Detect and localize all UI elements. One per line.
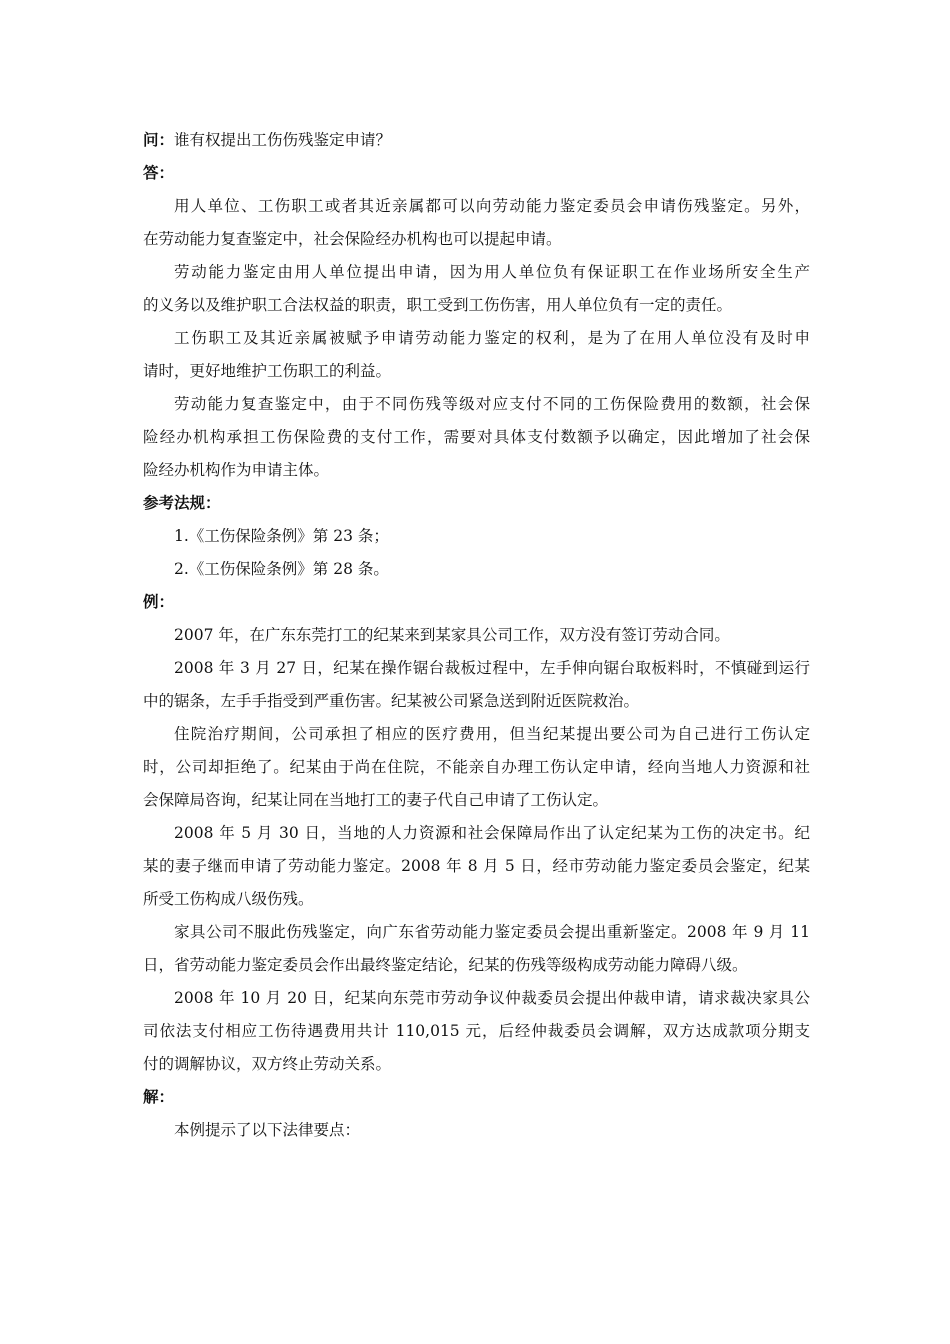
paragraph-line: 2008 年 5 月 30 日，当地的人力资源和社会保障局作出了认定纪某为工伤的决定书。纪	[174, 824, 810, 842]
paragraph-line: 本例提示了以下法律要点：	[174, 1121, 361, 1139]
paragraph-line: 住院治疗期间，公司承担了相应的医疗费用，但当纪某提出要公司为自己进行工伤认定	[174, 725, 810, 743]
paragraph-line: 工伤职工及其近亲属被赋予申请劳动能力鉴定的权利，是为了在用人单位没有及时申	[174, 329, 810, 347]
references-heading	[143, 487, 810, 520]
answer-label: 答：	[143, 164, 175, 182]
paragraph-line: 请时，更好地维护工伤职工的利益。	[143, 362, 392, 380]
question-text: 谁有权提出工伤伤残鉴定申请？	[174, 131, 392, 149]
paragraph-line: 2007 年，在广东东莞打工的纪某来到某家具公司工作，双方没有签订劳动合同。	[174, 626, 730, 644]
paragraph-line: 某的妻子继而申请了劳动能力鉴定。2008 年 8 月 5 日，经市劳动能力鉴定委员会鉴定，纪某	[143, 857, 810, 875]
question-label: 问：	[143, 131, 175, 149]
answer-paragraph	[143, 190, 810, 256]
solution-label: 解：	[143, 1088, 175, 1106]
reference-item: 1.《工伤保险条例》第 23 条；	[174, 527, 389, 545]
paragraph-line: 所受工伤构成八级伤残。	[143, 890, 314, 908]
paragraph-line: 付的调解协议，双方终止劳动关系。	[143, 1055, 392, 1073]
paragraph-line: 险经办机构作为申请主体。	[143, 461, 330, 479]
paragraph-line: 2008 年 10 月 20 日，纪某向东莞市劳动争议仲裁委员会提出仲裁申请，请求裁决家具公	[174, 989, 810, 1007]
answer-paragraph	[143, 322, 810, 388]
example-paragraph	[143, 817, 810, 916]
example-paragraph	[143, 718, 810, 817]
example-label: 例：	[143, 593, 175, 611]
reference-item: 2.《工伤保险条例》第 28 条。	[174, 560, 389, 578]
paragraph-line: 2008 年 3 月 27 日，纪某在操作锯台裁板过程中，左手伸向锯台取板料时，不慎碰到运行	[174, 659, 810, 677]
paragraph-line: 在劳动能力复查鉴定中，社会保险经办机构也可以提起申请。	[143, 230, 562, 248]
solution-heading	[143, 1081, 810, 1114]
example-paragraph	[143, 916, 810, 982]
question-heading	[143, 124, 810, 157]
paragraph-line: 的义务以及维护职工合法权益的职责，职工受到工伤伤害，用人单位负有一定的责任。	[143, 296, 733, 314]
solution-paragraph	[143, 1114, 810, 1147]
example-paragraph	[143, 652, 810, 718]
answer-paragraph	[143, 256, 810, 322]
paragraph-line: 日，省劳动能力鉴定委员会作出最终鉴定结论，纪某的伤残等级构成劳动能力障碍八级。	[143, 956, 748, 974]
answer-paragraph	[143, 388, 810, 487]
example-paragraph	[143, 619, 810, 652]
paragraph-line: 中的锯条，左手手指受到严重伤害。纪某被公司紧急送到附近医院救治。	[143, 692, 640, 710]
example-heading	[143, 586, 810, 619]
document-page	[143, 124, 810, 1147]
references-label: 参考法规：	[143, 494, 221, 512]
answer-heading	[143, 157, 810, 190]
example-paragraph	[143, 982, 810, 1081]
paragraph-line: 司依法支付相应工伤待遇费用共计 110,015 元，后经仲裁委员会调解，双方达成款项分期支	[143, 1022, 810, 1040]
paragraph-line: 劳动能力复查鉴定中，由于不同伤残等级对应支付不同的工伤保险费用的数额，社会保	[174, 395, 810, 413]
paragraph-line: 家具公司不服此伤残鉴定，向广东省劳动能力鉴定委员会提出重新鉴定。2008 年 9 月 11	[174, 923, 810, 941]
paragraph-line: 时，公司却拒绝了。纪某由于尚在住院，不能亲自办理工伤认定申请，经向当地人力资源和社	[143, 758, 810, 776]
paragraph-line: 劳动能力鉴定由用人单位提出申请，因为用人单位负有保证职工在作业场所安全生产	[174, 263, 810, 281]
paragraph-line: 会保障局咨询，纪某让同在当地打工的妻子代自己申请了工伤认定。	[143, 791, 609, 809]
paragraph-line: 险经办机构承担工伤保险费的支付工作，需要对具体支付数额予以确定，因此增加了社会保	[143, 428, 810, 446]
paragraph-line: 用人单位、工伤职工或者其近亲属都可以向劳动能力鉴定委员会申请伤残鉴定。另外，	[174, 197, 810, 215]
